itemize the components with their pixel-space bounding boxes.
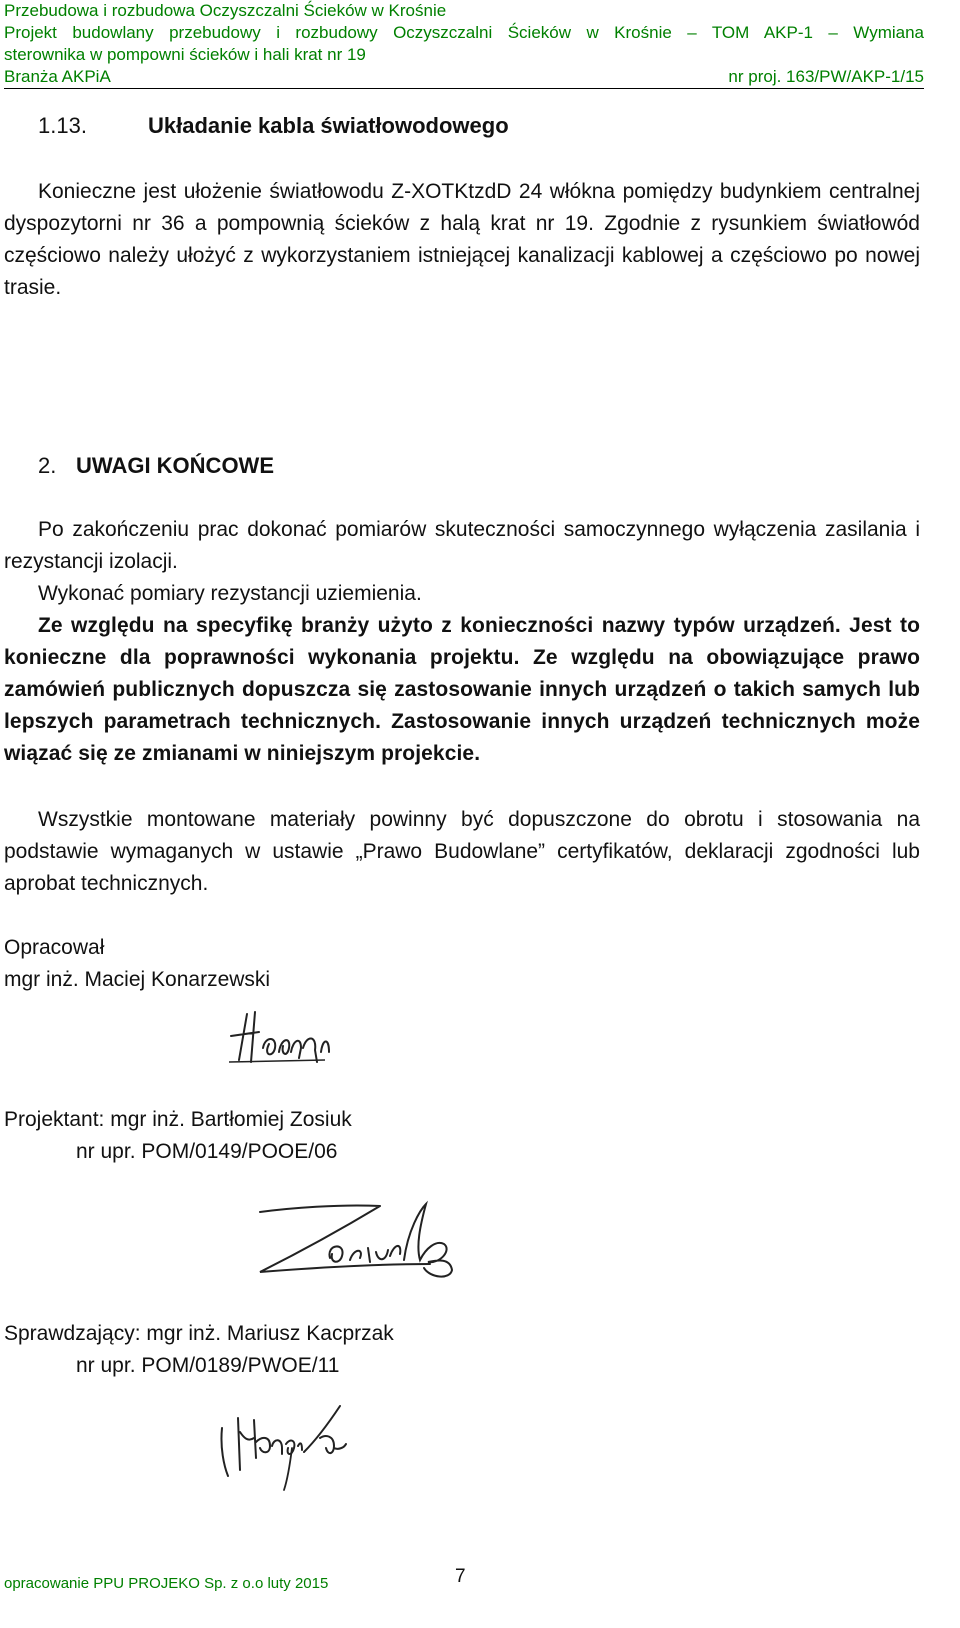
- signature-konarzewski: [225, 1008, 335, 1070]
- header-line-3: sterownika w pompowni ścieków i hali krat nr 19: [4, 45, 366, 64]
- prepared-by-name: mgr inż. Maciej Konarzewski: [4, 968, 271, 991]
- document-header: [4, 0, 924, 89]
- header-line-1: Przebudowa i rozbudowa Oczyszczalni Ścieków w Krośnie: [4, 1, 447, 20]
- section-113-heading: [38, 112, 509, 140]
- designer-line: Projektant: mgr inż. Bartłomiej Zosiuk: [4, 1108, 352, 1131]
- project-number: nr proj. 163/PW/AKP-1/15: [728, 67, 924, 86]
- header-line-2: Projekt budowlany przebudowy i rozbudowy Oczyszczalni Ścieków w Krośnie – TOM AKP-1 – Wymiana: [4, 23, 924, 42]
- section-number: 2.: [38, 453, 57, 478]
- footer-company: opracowanie PPU PROJEKO Sp. z o.o luty 2015: [4, 1575, 329, 1592]
- designer-license: nr upr. POM/0149/POOE/06: [76, 1140, 338, 1163]
- header-line-4: [4, 66, 924, 88]
- checker-line: Sprawdzający: mgr inż. Mariusz Kacprzak: [4, 1322, 394, 1345]
- section-title: Układanie kabla światłowodowego: [148, 113, 509, 138]
- section-number: 1.13.: [38, 113, 87, 138]
- header-divider: [4, 88, 924, 89]
- section-2-heading: [38, 452, 274, 480]
- final-notes-paragraph-4: Wszystkie montowane materiały powinny być dopuszczone do obrotu i stosowania na podstawie wymaganych w ustawie „Prawo Budowlane” certyfikatów, deklaracji zgodności lub aprobat technicznych.: [4, 808, 920, 895]
- final-notes-paragraph-1: Po zakończeniu prac dokonać pomiarów skuteczności samoczynnego wyłączenia zasilania i rezystancji izolacji.: [4, 518, 920, 573]
- signature-zosiuk: [230, 1190, 475, 1285]
- final-notes-bold-paragraph: Ze względu na specyfikę branży użyto z konieczności nazwy typów urządzeń. Jest to konieczne dla poprawności wykonania projektu. Ze względu na obowiązujące prawo zamówień publicznych dopuszcza się zastosowanie innych urządzeń o takich samych lub lepszych parametrach technicznych. Zastosowanie innych urządzeń technicznych może wiązać się ze zmianami w niniejszym projekcie.: [4, 614, 920, 765]
- branch-label: Branża AKPiA: [4, 67, 111, 86]
- section-title: UWAGI KOŃCOWE: [76, 453, 274, 478]
- checker-license: nr upr. POM/0189/PWOE/11: [76, 1354, 340, 1377]
- page-number: 7: [455, 1566, 466, 1587]
- signature-kacprzak: [210, 1398, 360, 1494]
- section-113-body: Konieczne jest ułożenie światłowodu Z-XOTKtzdD 24 włókna pomiędzy budynkiem centralnej dyspozytorni nr 36 a pompownią ścieków z halą krat nr 19. Zgodnie z rysunkiem światłowód częściowo należy ułożyć z wykorzystaniem istniejącej kanalizacji kablowej a częściowo po nowej trasie.: [4, 180, 920, 299]
- prepared-by-label: Opracował: [4, 936, 105, 959]
- final-notes-paragraph-2: Wykonać pomiary rezystancji uziemienia.: [38, 582, 422, 605]
